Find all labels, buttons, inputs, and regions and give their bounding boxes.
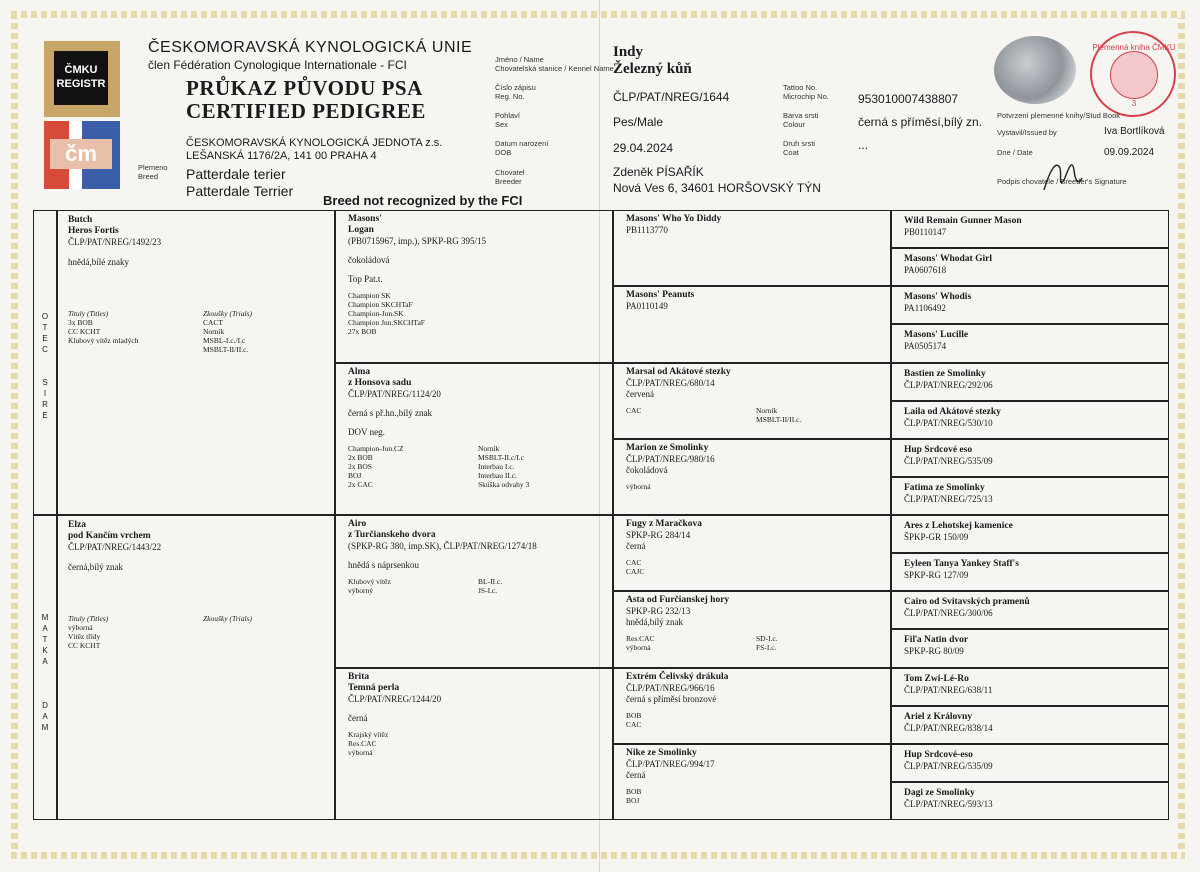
- sire-trial-item: MSBLT-II/II.c.: [203, 345, 249, 354]
- gg-grandparent-reg: SPKP-RG 127/09: [904, 570, 969, 581]
- trial-item: Norník: [756, 405, 778, 415]
- breeder-name: Zdeněk PÍSAŘÍK: [613, 165, 704, 179]
- great-grandparent-line: SPKP-RG 284/14: [626, 530, 691, 540]
- trial-item: Interbau I.c.: [478, 461, 515, 471]
- grandparent-name: Alma: [348, 366, 371, 377]
- gg-grandparent-cell: [891, 706, 1169, 744]
- great-grandparent-name: Asta od Furčianskej hory: [626, 595, 730, 606]
- title-item: 2x BOB: [348, 452, 373, 462]
- side-letter: [40, 667, 50, 678]
- title-item: Res.CAC: [626, 634, 655, 644]
- ggp-titles: [626, 406, 756, 415]
- gg-grandparent-name: Eyleen Tanya Yankey Staff's: [904, 559, 1019, 570]
- gg-grandparent-cell: [891, 668, 1169, 706]
- sire-side-cell: [33, 210, 57, 515]
- dam-colour: černá,bílý znak: [68, 562, 123, 572]
- side-letter: E: [42, 334, 48, 343]
- trial-item: SD-I.c.: [756, 634, 778, 644]
- grandparent-cell: [335, 210, 613, 363]
- gg-grandparent-reg: ČLP/PAT/NREG/530/10: [904, 417, 993, 428]
- sex-value: Pes/Male: [613, 115, 664, 129]
- dam-title-item: CC KCHT: [68, 641, 101, 650]
- gg-grandparent-reg: PB0110147: [904, 227, 947, 237]
- ggp-titles: [626, 634, 756, 652]
- side-letter: C: [42, 345, 48, 354]
- grandparent-reg: ČLP/PAT/NREG/1244/20: [348, 693, 442, 704]
- great-grandparent-cell: [613, 210, 891, 286]
- gg-grandparent-cell: [891, 401, 1169, 439]
- gg-grandparent-reg: ČLP/PAT/NREG/535/09: [904, 455, 993, 466]
- title-item: CAJC: [626, 567, 645, 576]
- gg-grandparent-cell: [891, 477, 1169, 515]
- sire-trials-label: Zkoušky (Trials): [203, 309, 252, 318]
- great-grandparent-line: černá s příměsí bronzové: [626, 693, 717, 704]
- gg-grandparent-reg: ČLP/PAT/NREG/838/14: [904, 722, 993, 733]
- gg-grandparent-name: Masons' Lucille: [904, 330, 969, 341]
- title-item: BOB: [626, 786, 642, 796]
- grandparent-reg: (SPKP-RG 380, imp.SK), ČLP/PAT/NREG/1274/18: [348, 541, 537, 551]
- title-item: 2x BOS: [348, 461, 372, 471]
- side-letter: R: [42, 400, 48, 409]
- breeder-signature-label: Podpis chovatele / Breeder's Signature: [997, 177, 1127, 186]
- gg-grandparent-reg: ČLP/PAT/NREG/292/06: [904, 379, 993, 390]
- sire-titles-label: Tituly (Titles): [68, 309, 109, 318]
- logo-text-cmku: ČMKU: [64, 64, 98, 76]
- title-item: BOJ: [348, 470, 362, 480]
- side-letter: A: [42, 712, 48, 721]
- grandparent-kennel: Temná perla: [348, 682, 400, 693]
- great-grandparent-name: Fugy z Maračkova: [626, 519, 702, 529]
- ggp-trials: [756, 406, 866, 424]
- breeder-address: Nová Ves 6, 34601 HORŠOVSKÝ TÝN: [613, 181, 821, 195]
- title-item: CAC: [626, 405, 642, 415]
- grandparent-kennel: Logan: [348, 225, 374, 235]
- name-label-cz: Jméno / Name: [495, 55, 544, 64]
- hologram-seal: [994, 36, 1076, 104]
- gg-grandparent-cell: [891, 744, 1169, 782]
- date-value: 09.09.2024: [1104, 147, 1155, 158]
- gg-grandparent-name: Fatima ze Smolinky: [904, 482, 985, 493]
- sire-trials-block: [203, 309, 323, 354]
- grandparent-name: Brita: [348, 671, 370, 682]
- ggp-trials: [756, 634, 866, 652]
- dob-value: 29.04.2024: [613, 141, 674, 155]
- grandparent-trials: [478, 444, 588, 489]
- great-grandparent-line: černá: [626, 769, 646, 780]
- grandparent-reg: ČLP/PAT/NREG/1124/20: [348, 388, 441, 399]
- title-item: 2x CAC: [348, 479, 373, 489]
- gg-grandparent-reg: ČLP/PAT/NREG/535/09: [904, 760, 993, 771]
- grandparent-trials: [478, 577, 588, 595]
- stamp-inner: [1110, 51, 1158, 99]
- great-grandparent-cell: [613, 591, 891, 667]
- breed-label: [138, 163, 168, 181]
- jednota-address: LEŠANSKÁ 1176/2A, 141 00 PRAHA 4: [186, 150, 377, 162]
- gg-grandparent-cell: [891, 248, 1169, 286]
- great-grandparent-line: černá: [626, 541, 646, 551]
- coat-value: ...: [858, 138, 869, 152]
- gg-grandparent-reg: PA0505174: [904, 341, 947, 352]
- title-item: Champion SKCHTaF: [348, 300, 413, 309]
- gg-grandparent-name: Ares z Lehotskej kamenice: [904, 521, 1013, 531]
- gg-grandparent-name: Ariel z Královny: [904, 711, 973, 722]
- dam-cell: [57, 515, 335, 820]
- great-grandparent-line: hnědá,bílý znak: [626, 617, 683, 628]
- studbook-stamp: [1090, 31, 1176, 117]
- colour-label-en: Colour: [783, 120, 806, 129]
- breed-label-en: Breed: [138, 172, 159, 181]
- side-letter: A: [42, 624, 48, 633]
- sire-colour: hnědá,bílé znaky: [68, 257, 129, 267]
- grandparent-cell: [335, 515, 613, 668]
- grandparent-name: Airo: [348, 519, 367, 529]
- grandparent-kennel: z Turčianskeho dvora: [348, 530, 436, 540]
- side-letter: [40, 678, 50, 689]
- dob-label-en: DOB: [495, 148, 512, 157]
- name-label: [495, 55, 614, 73]
- great-grandparent-cell: [613, 286, 891, 362]
- sire-side-label: [40, 311, 50, 421]
- dam-name: Elza: [68, 520, 86, 530]
- logo-text-registr: REGISTR: [56, 78, 106, 90]
- gg-grandparent-cell: [891, 591, 1169, 629]
- sire-kennel: Heros Fortis: [68, 226, 119, 236]
- great-grandparent-line: PB1113770: [626, 225, 668, 235]
- title-item: Champion SK: [348, 291, 391, 300]
- title-item: Champion Jun.SKCHTaF: [348, 318, 425, 327]
- colour-label: [783, 111, 818, 129]
- gg-grandparent-cell: [891, 629, 1169, 667]
- trial-item: BL-II.c.: [478, 577, 503, 586]
- dam-titles-label: Tituly (Titles): [68, 614, 109, 623]
- great-grandparent-cell: [613, 363, 891, 439]
- side-letter: [40, 366, 50, 377]
- grandparent-cell: [335, 668, 613, 821]
- breed-en: Patterdale Terrier: [186, 183, 294, 199]
- stamp-text: Plemenná kniha ČMKU: [1092, 43, 1176, 52]
- gg-grandparent-reg: ČLP/PAT/NREG/638/11: [904, 684, 993, 695]
- grandparent-reg: (PB0715967, imp.), SPKP-RG 395/15: [348, 236, 487, 246]
- side-letter: D: [42, 701, 48, 710]
- great-grandparent-name: Marion ze Smolinky: [626, 442, 709, 453]
- ggp-titles: [626, 711, 756, 729]
- title-item: BOB: [626, 710, 642, 720]
- tattoo-label: [783, 83, 829, 101]
- dob-label-cz: Datum narození: [495, 139, 549, 148]
- gg-grandparent-name: Masons' Whodis: [904, 292, 972, 303]
- title-item: 27x BOB: [348, 327, 377, 336]
- coat-label-cz: Druh srsti: [783, 139, 816, 148]
- sire-cell: [57, 210, 335, 515]
- side-letter: I: [43, 389, 47, 398]
- grandparent-extra: DOV neg.: [348, 426, 385, 437]
- side-letter: T: [42, 323, 48, 332]
- dam-reg: ČLP/PAT/NREG/1443/22: [68, 542, 162, 552]
- gg-grandparent-reg: PA0607618: [904, 265, 947, 276]
- side-letter: T: [42, 635, 48, 644]
- breed-not-recognized-note: Breed not recognized by the FCI: [323, 193, 523, 208]
- dam-side-cell: [33, 515, 57, 820]
- sire-title-item: Klubový vítěz mladých: [68, 336, 139, 345]
- sire-title-item: CC KCHT: [68, 327, 101, 336]
- side-letter: E: [42, 411, 48, 420]
- gg-grandparent-reg: PA1106492: [904, 303, 946, 314]
- gg-grandparent-name: Dagi ze Smolinky: [904, 787, 975, 798]
- side-letter: M: [41, 613, 49, 622]
- great-grandparent-name: Nike ze Smolinky: [626, 747, 697, 758]
- breed-cz: Patterdale terier: [186, 166, 286, 182]
- ggp-titles: [626, 482, 756, 491]
- sire-title-item: 3x BOB: [68, 318, 93, 327]
- coat-label: [783, 139, 815, 157]
- reg-label-cz: Číslo zápisu: [495, 83, 536, 92]
- coat-label-en: Coat: [783, 148, 799, 157]
- issued-by-value: Iva Bortlíková: [1104, 126, 1165, 137]
- cmku-logo: [44, 41, 120, 189]
- breeder-label-en: Breeder: [495, 177, 522, 186]
- trial-item: Norník: [478, 443, 500, 453]
- gg-grandparent-reg: SPKP-RG 80/09: [904, 646, 964, 657]
- grandparent-titles: [348, 444, 478, 489]
- title-item: BOJ: [626, 795, 640, 805]
- grandparent-titles: [348, 577, 478, 595]
- issued-by-label: Vystavil/Issued by: [997, 128, 1057, 137]
- dob-label: [495, 139, 548, 157]
- gg-grandparent-name: Masons' Whodat Girl: [904, 254, 992, 265]
- great-grandparent-cell: [613, 439, 891, 515]
- gg-grandparent-cell: [891, 439, 1169, 477]
- trial-item: MSBLT-II/II.c.: [756, 414, 802, 424]
- date-label: Dne / Date: [997, 148, 1033, 157]
- dam-kennel: pod Kančím vrchem: [68, 531, 151, 541]
- gg-grandparent-name: Bastien ze Smolinky: [904, 368, 986, 379]
- sire-trial-item: CACT: [203, 318, 224, 327]
- title-item: výborný: [348, 586, 373, 595]
- microchip-number: 953010007438807: [858, 92, 959, 106]
- gg-grandparent-cell: [891, 363, 1169, 401]
- title-item: výborná: [348, 747, 373, 757]
- gg-grandparent-reg: ČLP/PAT/NREG/725/13: [904, 493, 993, 504]
- great-grandparent-line: ČLP/PAT/NREG/680/14: [626, 377, 715, 388]
- title-item: výborná: [626, 643, 651, 653]
- dog-name: Indy: [613, 44, 644, 60]
- gg-grandparent-cell: [891, 324, 1169, 362]
- cmku-flag-logo: [44, 121, 120, 189]
- grandparent-colour: černá s př.hn.,bílý znak: [348, 407, 432, 418]
- sex-label: [495, 111, 520, 129]
- fci-membership: člen Fédération Cynologique Internationale - FCI: [148, 58, 407, 72]
- sire-titles-block: [68, 309, 198, 345]
- gg-grandparent-reg: ČLP/PAT/NREG/593/13: [904, 798, 993, 809]
- title-item: Champion-Jun.SK: [348, 309, 404, 318]
- stamp-number: 3: [1131, 99, 1137, 108]
- gg-grandparent-cell: [891, 515, 1169, 553]
- trial-item: Interbau II.c.: [478, 470, 517, 480]
- grandparent-name: Masons': [348, 214, 382, 224]
- tattoo-label-2: Microchip No.: [783, 92, 829, 101]
- breeder-label-cz: Chovatel: [495, 168, 525, 177]
- dam-trials-label: Zkoušky (Trials): [203, 614, 252, 623]
- great-grandparent-line: ČLP/PAT/NREG/994/17: [626, 758, 715, 769]
- sire-reg: ČLP/PAT/NREG/1492/23: [68, 237, 162, 247]
- side-letter: M: [41, 723, 49, 732]
- colour-value: černá s příměsí,bílý zn.: [858, 115, 983, 129]
- logo-gold-frame: [44, 41, 120, 117]
- title-en: CERTIFIED PEDIGREE: [186, 99, 426, 123]
- name-label-en: Chovatelská stanice / Kennel Name: [495, 64, 614, 73]
- org-name: ČESKOMORAVSKÁ KYNOLOGICKÁ UNIE: [148, 39, 473, 56]
- dam-titles-block: [68, 614, 198, 650]
- great-grandparent-name: Masons' Peanuts: [626, 290, 695, 301]
- gg-grandparent-name: Hup Srdcové-eso: [904, 749, 973, 760]
- gg-grandparent-name: Hup Srdcové eso: [904, 444, 973, 455]
- title-item: Res.CAC: [348, 738, 377, 748]
- grandparent-kennel: z Honsova sadu: [348, 377, 412, 388]
- great-grandparent-line: SPKP-RG 232/13: [626, 606, 691, 617]
- grandparent-titles: [348, 730, 478, 757]
- reg-number: ČLP/PAT/NREG/1644: [613, 90, 730, 104]
- great-grandparent-cell: [613, 668, 891, 744]
- grandparent-titles: [348, 291, 478, 336]
- grandparent-cell: [335, 363, 613, 516]
- great-grandparent-line: čokoládová: [626, 464, 668, 475]
- title-item: Champion-Jun.CZ: [348, 443, 404, 453]
- sire-name: Butch: [68, 215, 93, 225]
- gg-grandparent-reg: ČLP/PAT/NREG/300/06: [904, 608, 993, 619]
- gg-grandparent-cell: [891, 782, 1169, 820]
- gg-grandparent-name: Tom Zwi-Lé-Ro: [904, 673, 969, 684]
- reg-label: [495, 83, 536, 101]
- side-letter: [40, 689, 50, 700]
- gg-grandparent-name: Laila od Akátové stezky: [904, 406, 1001, 417]
- sex-label-en: Sex: [495, 120, 508, 129]
- tattoo-label-1: Tattoo No.: [783, 83, 818, 92]
- kennel-name: Železný kůň: [613, 61, 692, 77]
- breed-label-cz: Plemeno: [138, 163, 168, 172]
- title-item: výborná: [626, 481, 651, 491]
- jednota-name: ČESKOMORAVSKÁ KYNOLOGICKÁ JEDNOTA z.s.: [186, 137, 443, 149]
- ggp-titles: [626, 787, 756, 805]
- great-grandparent-line: červená: [626, 388, 654, 399]
- great-grandparent-line: PA0110149: [626, 301, 668, 312]
- trial-item: MSBLT-II.c/I.c: [478, 452, 525, 462]
- title-item: Krajský vítěz: [348, 729, 389, 739]
- logo-cm-text: čm: [50, 139, 112, 169]
- grandparent-colour: hnědá s náprsenkou: [348, 560, 419, 570]
- trial-item: FS-I.c.: [756, 643, 777, 653]
- side-letter: O: [41, 312, 49, 321]
- gg-grandparent-name: Cairo od Svitavských pramenů: [904, 597, 1030, 608]
- dam-side-label: [40, 612, 50, 733]
- side-letter: A: [42, 657, 48, 666]
- great-grandparent-name: Masons' Who Yo Diddy: [626, 214, 722, 224]
- dam-trials-block: [203, 614, 323, 623]
- side-letter: K: [42, 646, 48, 655]
- title-item: CAC: [626, 558, 642, 567]
- breeder-label: [495, 168, 525, 186]
- side-letter: S: [42, 378, 48, 387]
- great-grandparent-line: ČLP/PAT/NREG/966/16: [626, 682, 715, 693]
- colour-label-cz: Barva srsti: [783, 111, 819, 120]
- dam-title-item: výborná: [68, 623, 93, 632]
- sex-label-cz: Pohlaví: [495, 111, 521, 120]
- ggp-titles: [626, 558, 756, 576]
- gg-grandparent-name: Fiľa Natin dvor: [904, 635, 969, 646]
- great-grandparent-line: ČLP/PAT/NREG/980/16: [626, 453, 715, 464]
- reg-label-en: Reg. No.: [495, 92, 525, 101]
- gg-grandparent-reg: ŠPKP-GR 150/09: [904, 532, 969, 542]
- sire-trial-item: MSBL-I.c./I.c: [203, 336, 246, 345]
- grandparent-colour: čokoládová: [348, 255, 390, 265]
- title-item: Klubový vítěz: [348, 577, 391, 586]
- side-letter: [40, 355, 50, 366]
- signature-mark: [1038, 150, 1086, 198]
- great-grandparent-name: Extrém Čelivský drákula: [626, 671, 729, 682]
- title-item: CAC: [626, 719, 642, 729]
- gg-grandparent-cell: [891, 286, 1169, 324]
- dam-title-item: Vítěz třídy: [68, 632, 101, 641]
- studbook-confirm-label: Potvrzení plemenné knihy/Stud Book: [997, 111, 1120, 120]
- great-grandparent-cell: [613, 515, 891, 591]
- title-cz: PRŮKAZ PŮVODU PSA: [186, 76, 423, 100]
- trial-item: JS-I.c.: [478, 586, 498, 595]
- gg-grandparent-name: Wild Remain Gunner Mason: [904, 216, 1022, 226]
- grandparent-extra: Top Pat.t.: [348, 274, 383, 284]
- gg-grandparent-cell: [891, 210, 1169, 248]
- gg-grandparent-cell: [891, 553, 1169, 591]
- great-grandparent-name: Marsal od Akátové stezky: [626, 366, 731, 377]
- trial-item: Skúška odvahy 3: [478, 479, 530, 489]
- registr-badge: [54, 51, 108, 105]
- sire-trial-item: Norník: [203, 327, 225, 336]
- great-grandparent-cell: [613, 744, 891, 820]
- grandparent-colour: černá: [348, 712, 368, 723]
